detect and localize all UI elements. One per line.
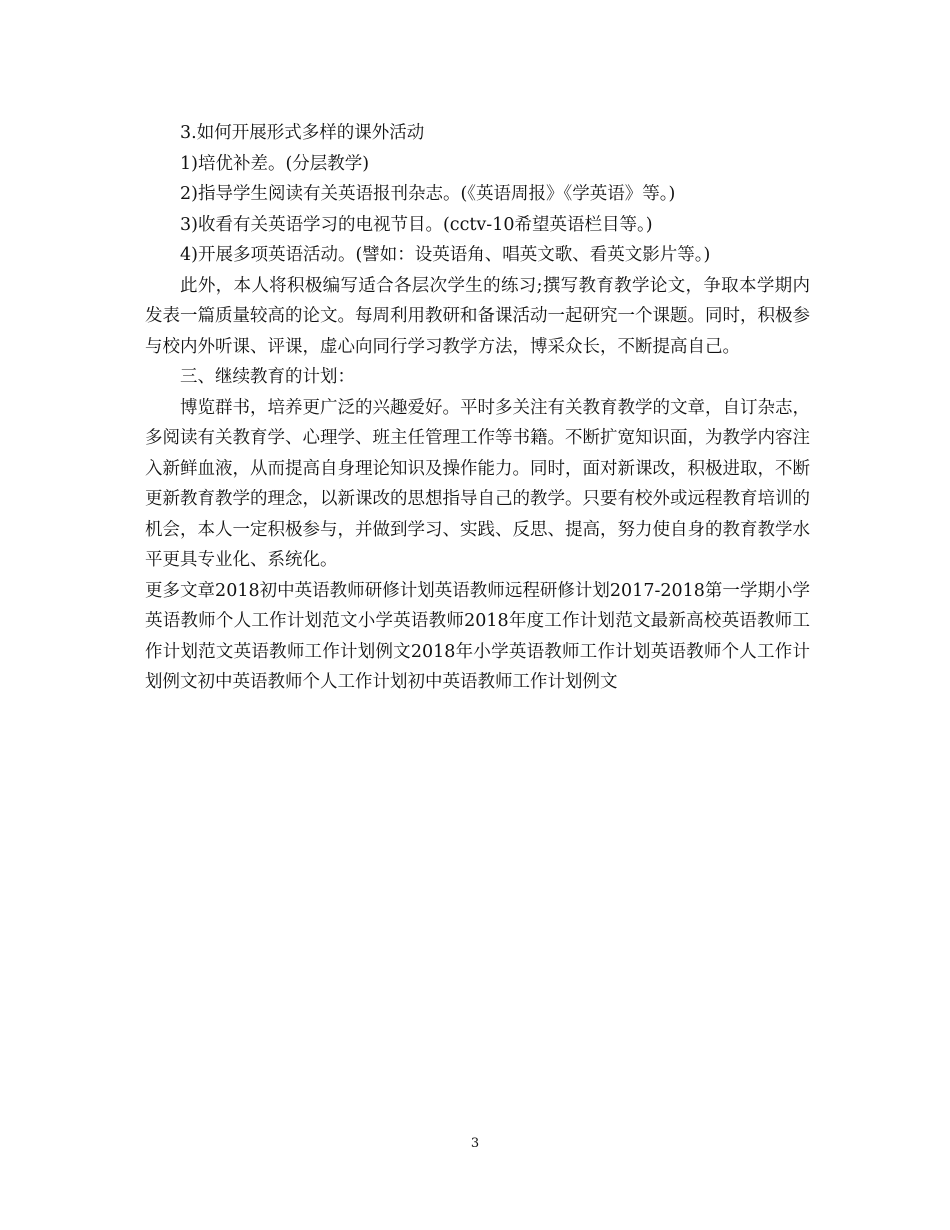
list-item: 3)收看有关英语学习的电视节目。(cctv-10希望英语栏目等。): [180, 214, 653, 235]
page-number: 3: [470, 1136, 480, 1151]
list-heading-activities: 3.如何开展形式多样的课外活动: [180, 123, 425, 143]
body-paragraph: 此外，本人将积极编写适合各层次学生的练习;撰写教育教学论文，争取本学期内发表一篇质量较高的论文。每周利用教研和备课活动一起研究一个课题。同时，积极参与校内外听课、评课，虚心向同行学习教学方法，博采众长，不断提高自己。: [145, 275, 810, 357]
document-body: [145, 118, 810, 698]
list-item: 2)指导学生阅读有关英语报刊杂志。(《英语周报》《学英语》等。): [180, 184, 676, 204]
body-paragraph: 博览群书，培养更广泛的兴趣爱好。平时多关注有关教育教学的文章，自订杂志，多阅读有关教育学、心理学、班主任管理工作等书籍。不断扩宽知识面，为教学内容注入新鲜血液，从而提高自身理论知识及操作能力。同时，面对新课改，积极进取，不断更新教育教学的理念，以新课改的思想指导自己的教学。只要有校外或远程教育培训的机会，本人一定积极参与，并做到学习、实践、反思、提高，努力使自身的教育教学水平更具专业化、系统化。: [145, 397, 810, 570]
more-articles-links[interactable]: 更多文章2018初中英语教师研修计划英语教师远程研修计划2017-2018第一学期小学英语教师个人工作计划范文小学英语教师2018年度工作计划范文最新高校英语教师工作计划范文英语教师工作计划例文2018年小学英语教师工作计划英语教师个人工作计划例文初中英语教师个人工作计划初中英语教师工作计划例文: [145, 580, 810, 692]
list-item: 4)开展多项英语活动。(譬如：设英语角、唱英文歌、看英文影片等。): [180, 245, 711, 265]
section-heading: 三、继续教育的计划：: [180, 367, 355, 387]
list-item: 1)培优补差。(分层教学): [180, 153, 370, 174]
